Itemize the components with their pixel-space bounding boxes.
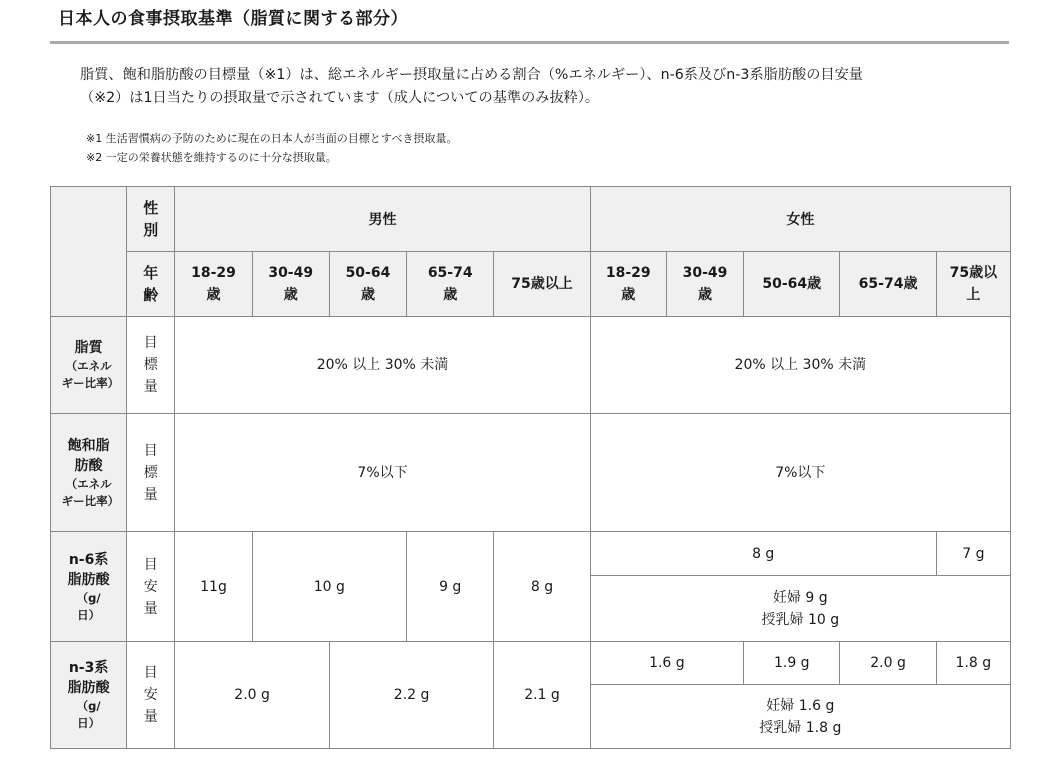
n3-kind: 目安量: [143, 665, 158, 725]
sat-label-cell: [51, 414, 127, 532]
fat-male-value: 20% 以上 30% 未満: [175, 317, 590, 414]
age-label: 年齢: [143, 264, 159, 304]
corner-cell: [51, 187, 127, 317]
n6-sub-label: （g/日）: [76, 590, 101, 622]
fat-label-cell: [51, 317, 127, 414]
n6-row-top: [51, 532, 1011, 576]
sat-female-value: 7%以下: [590, 414, 1010, 532]
male-age-30-49: 30-49歳: [252, 252, 329, 317]
n3-row-top: [51, 642, 1011, 685]
fat-row: [51, 317, 1011, 414]
n6-male-30-64: 10 g: [252, 532, 406, 642]
male-age-65-74: 65-74歳: [407, 252, 494, 317]
female-header: 女性: [590, 187, 1010, 252]
fat-kind: 目標量: [143, 335, 158, 395]
saturated-fat-row: [51, 414, 1011, 532]
page-title: 日本人の食事摂取基準（脂質に関する部分）: [58, 9, 408, 29]
sat-label: 飽和脂肪酸: [67, 437, 110, 474]
fat-sub-label: （エネルギー比率）: [61, 359, 120, 390]
n3-female-65-74: 2.0 g: [840, 642, 936, 685]
male-header: 男性: [175, 187, 590, 252]
n3-sub-label: （g/日）: [76, 699, 101, 730]
n6-male-65-74: 9 g: [407, 532, 494, 642]
n3-female-50-64: 1.9 g: [744, 642, 840, 685]
intro-line-1: 脂質、飽和脂肪酸の目標量（※1）は、総エネルギー摂取量に占める割合（%エネルギー）、n-6系及びn-3系脂肪酸の目安量: [80, 67, 863, 83]
n3-label-cell: [51, 642, 127, 749]
female-age-50-64: 50-64歳: [744, 252, 840, 317]
n3-label: n-3系脂肪酸: [67, 660, 110, 696]
n6-label: n-6系脂肪酸: [67, 551, 110, 588]
n3-female-75-plus: 1.8 g: [936, 642, 1010, 685]
sat-kind: 目標量: [143, 442, 158, 503]
n6-male-18-29: 11g: [175, 532, 252, 642]
female-age-18-29: 18-29歳: [590, 252, 666, 317]
sat-male-value: 7%以下: [175, 414, 590, 532]
n6-pregnant: 妊婦 9 g: [772, 589, 828, 606]
n6-kind: 目安量: [143, 556, 158, 617]
n6-female-18-74: 8 g: [590, 532, 936, 576]
footnotes: [86, 129, 986, 167]
female-age-65-74: 65-74歳: [840, 252, 936, 317]
fat-label: 脂質: [74, 340, 103, 356]
fat-kind-cell: [127, 317, 175, 414]
n3-kind-cell: [127, 642, 175, 749]
female-age-75-plus: 75歳以上: [936, 252, 1010, 317]
age-label-cell: [127, 252, 175, 317]
male-age-75-plus: 75歳以上: [494, 252, 590, 317]
female-age-30-49: 30-49歳: [666, 252, 743, 317]
intake-standards-table: [50, 186, 1011, 749]
male-age-18-29: 18-29歳: [175, 252, 252, 317]
intro-paragraph: [80, 64, 1000, 110]
n3-pregnancy-cell: [590, 685, 1010, 749]
n3-lactating: 授乳婦 1.8 g: [759, 719, 842, 736]
header-age-row: [51, 252, 1011, 317]
male-age-50-64: 50-64歳: [329, 252, 406, 317]
fat-female-value: 20% 以上 30% 未満: [590, 317, 1010, 414]
sat-sub-label: （エネルギー比率）: [61, 476, 120, 508]
n3-male-50-74: 2.2 g: [329, 642, 494, 749]
n6-lactating: 授乳婦 10 g: [761, 611, 840, 628]
sex-label: 性別: [143, 199, 159, 239]
header-sex-row: [51, 187, 1011, 252]
title-divider: [50, 41, 1009, 44]
n6-male-75-plus: 8 g: [494, 532, 590, 642]
sat-kind-cell: [127, 414, 175, 532]
footnote-2: ※2 一定の栄養状態を維持するのに十分な摂取量。: [86, 151, 337, 164]
n6-pregnancy-cell: [590, 576, 1010, 642]
n6-kind-cell: [127, 532, 175, 642]
n3-pregnant: 妊婦 1.6 g: [766, 697, 835, 714]
intro-line-2: （※2）は1日当たりの摂取量で示されています（成人についての基準のみ抜粋）。: [80, 90, 600, 106]
footnote-1: ※1 生活習慣病の予防のために現在の日本人が当面の目標とすべき摂取量。: [86, 132, 458, 145]
n3-male-75-plus: 2.1 g: [494, 642, 590, 749]
n3-male-18-49: 2.0 g: [175, 642, 329, 749]
n6-label-cell: [51, 532, 127, 642]
sex-label-cell: [127, 187, 175, 252]
n3-female-18-49: 1.6 g: [590, 642, 743, 685]
n6-female-75-plus: 7 g: [936, 532, 1010, 576]
